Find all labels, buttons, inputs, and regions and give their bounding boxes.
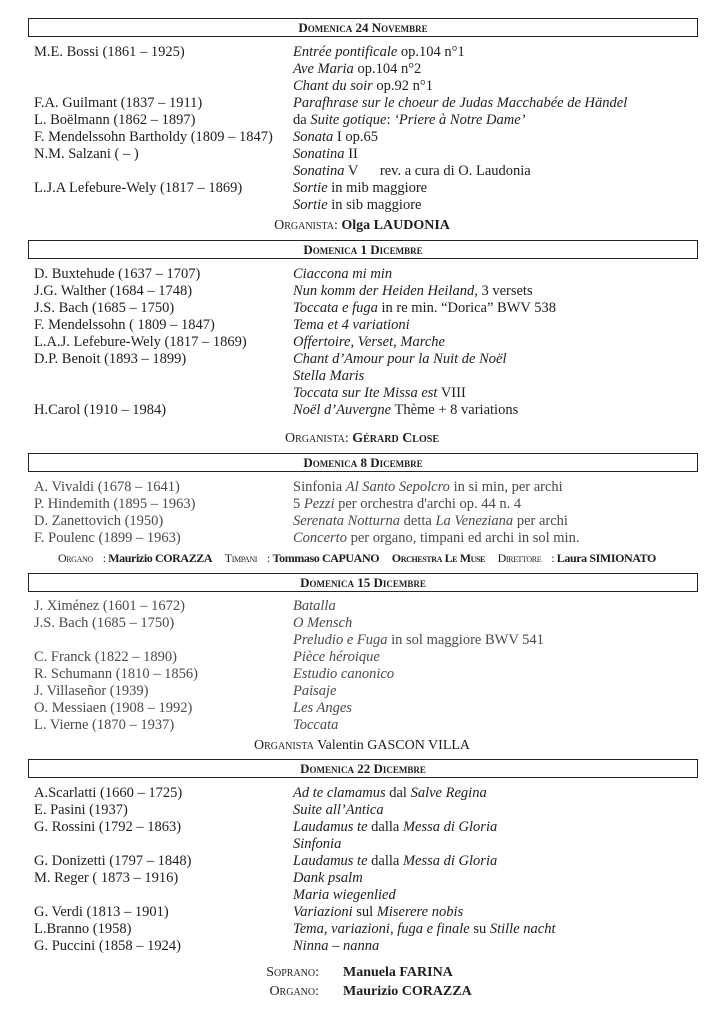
work-segment: , 3 versets — [474, 283, 533, 299]
program-row — [0, 112, 724, 129]
program-list — [0, 266, 724, 419]
work-segment: in sol maggiore BWV 541 — [387, 632, 544, 648]
composer: D. Zanettovich (1950) — [34, 513, 164, 529]
work-segment: in si min, per archi — [449, 479, 563, 495]
work-segment: VIII — [437, 385, 466, 401]
program-row — [0, 163, 724, 180]
work-title — [293, 938, 379, 955]
work-segment: Messa di Gloria — [402, 853, 498, 869]
work-segment: Tema, variazioni, fuga e finale — [293, 921, 470, 937]
program-row — [0, 921, 724, 938]
work-title — [293, 129, 378, 146]
work-segment: Stille nacht — [489, 921, 556, 937]
composer: F. Mendelssohn Bartholdy (1809 – 1847) — [34, 129, 273, 145]
work-title — [293, 300, 556, 317]
composer: G. Donizetti (1797 – 1848) — [34, 853, 192, 869]
composer: N.M. Salzani ( – ) — [34, 146, 139, 162]
work-segment: op.104 n°2 — [353, 61, 422, 77]
work-segment: La Veneziana — [435, 513, 514, 529]
composer: L. Boëlmann (1862 – 1897) — [34, 112, 196, 128]
performer-credit — [0, 737, 724, 754]
work-title — [293, 496, 521, 513]
work-title — [293, 513, 568, 530]
composer: O. Messiaen (1908 – 1992) — [34, 700, 193, 716]
work-segment: Nun komm der Heiden Heiland — [293, 283, 475, 299]
work-segment: per archi — [513, 513, 568, 529]
composer: P. Hindemith (1895 – 1963) — [34, 496, 196, 512]
composer: E. Pasini (1937) — [34, 802, 128, 818]
program-list — [0, 479, 724, 547]
credit-name: Olga LAUDONIA — [341, 218, 450, 233]
section-header: Domenica 8 Dicembre — [28, 453, 698, 472]
work-title — [293, 717, 338, 734]
section-header: Domenica 22 Dicembre — [28, 759, 698, 778]
program-row — [0, 368, 724, 385]
work-segment: Laudamus te — [293, 819, 368, 835]
composer: C. Franck (1822 – 1890) — [34, 649, 177, 665]
program-row — [0, 197, 724, 214]
work-segment: Ninna – nanna — [293, 938, 380, 954]
soloist-name: Manuela FARINA — [343, 965, 453, 980]
work-title — [293, 598, 336, 615]
work-segment: Pezzi — [303, 496, 335, 512]
program-row — [0, 904, 724, 921]
program-row — [0, 938, 724, 955]
program-row — [0, 700, 724, 717]
program-row — [0, 870, 724, 887]
program-list — [0, 785, 724, 955]
work-segment: Paisaje — [293, 683, 337, 699]
program-row — [0, 402, 724, 419]
work-title — [293, 870, 363, 887]
work-title — [293, 112, 526, 129]
program-row — [0, 351, 724, 368]
composer: F. Poulenc (1899 – 1963) — [34, 530, 181, 546]
work-segment: Miserere nobis — [376, 904, 464, 920]
composer: J. Ximénez (1601 – 1672) — [34, 598, 186, 614]
credit-orchestra: Orchestra Le Muse — [391, 551, 485, 565]
section-header: Domenica 15 Dicembre — [28, 573, 698, 592]
composer: J. Villaseñor (1939) — [34, 683, 149, 699]
work-title — [293, 266, 392, 283]
composer: F. Mendelssohn ( 1809 – 1847) — [34, 317, 215, 333]
composer: J.G. Walther (1684 – 1748) — [34, 283, 193, 299]
work-segment: in sib maggiore — [327, 197, 422, 213]
program-row — [0, 95, 724, 112]
composer: M.E. Bossi (1861 – 1925) — [34, 44, 185, 60]
section-header: Domenica 24 Novembre — [28, 18, 698, 37]
work-segment: Ave Maria — [293, 61, 354, 77]
work-title — [293, 351, 506, 368]
program-row — [0, 530, 724, 547]
program-row — [0, 632, 724, 649]
program-row — [0, 283, 724, 300]
work-segment: Toccata — [293, 717, 339, 733]
composer: H.Carol (1910 – 1984) — [34, 402, 167, 418]
work-segment: ‘Priere à Notre Dame’ — [394, 112, 526, 128]
work-segment: I op.65 — [333, 129, 378, 145]
program-row — [0, 317, 724, 334]
work-title — [293, 78, 433, 95]
soloist-name: Maurizio CORAZZA — [343, 984, 472, 999]
work-segment: Offertoire, Verset, Marche — [293, 334, 445, 350]
work-title — [293, 146, 358, 163]
program-row — [0, 649, 724, 666]
credit-direttore: Direttore : Laura SIMIONATO — [497, 551, 656, 565]
work-segment: per organo, timpani ed archi in sol min. — [346, 530, 580, 546]
program-row — [0, 496, 724, 513]
program-row — [0, 615, 724, 632]
work-segment: su — [469, 921, 490, 937]
composer: J.S. Bach (1685 – 1750) — [34, 300, 175, 316]
work-title — [293, 317, 410, 334]
composer: R. Schumann (1810 – 1856) — [34, 666, 198, 682]
work-title — [293, 615, 352, 632]
program-row — [0, 598, 724, 615]
work-title — [293, 402, 518, 419]
program-row — [0, 513, 724, 530]
work-segment: Pièce héroique — [293, 649, 380, 665]
work-segment: detta — [400, 513, 436, 529]
work-segment: Stella Maris — [293, 368, 365, 384]
soloist-role: Soprano: — [266, 965, 319, 980]
credit-timpani: Timpani : Tommaso CAPUANO — [224, 551, 380, 565]
composer: D. Buxtehude (1637 – 1707) — [34, 266, 201, 282]
work-segment: Les Anges — [293, 700, 352, 716]
composer: D.P. Benoit (1893 – 1899) — [34, 351, 187, 367]
work-title — [293, 180, 427, 197]
composer: M. Reger ( 1873 – 1916) — [34, 870, 179, 886]
work-segment: Sortie — [293, 180, 328, 196]
work-segment: Toccata sur Ite Missa est — [293, 385, 438, 401]
work-segment: Laudamus te — [293, 853, 368, 869]
composer: J.S. Bach (1685 – 1750) — [34, 615, 175, 631]
work-title — [293, 904, 463, 921]
program-row — [0, 180, 724, 197]
program-row — [0, 146, 724, 163]
work-title — [293, 921, 555, 938]
work-title — [293, 334, 445, 351]
ensemble-credits — [0, 550, 724, 567]
program-row — [0, 802, 724, 819]
program-row — [0, 78, 724, 95]
work-title — [293, 95, 627, 112]
program-row — [0, 819, 724, 836]
work-segment: Batalla — [293, 598, 336, 614]
work-segment: Thème + 8 variations — [391, 402, 519, 418]
credit-role: Organista — [274, 218, 334, 233]
credit-role: Organista — [284, 431, 345, 446]
work-title — [293, 283, 533, 300]
work-title — [293, 853, 497, 870]
work-segment: dalla — [367, 819, 403, 835]
work-segment: Serenata Notturna — [293, 513, 401, 529]
work-segment: Messa di Gloria — [402, 819, 498, 835]
work-segment: 5 — [293, 496, 304, 512]
work-segment: Ad te clamamus — [293, 785, 386, 801]
credit-role: Organista — [253, 738, 314, 753]
program-row — [0, 836, 724, 853]
work-segment: Chant du soir — [293, 78, 373, 94]
work-title — [293, 836, 341, 853]
program-row — [0, 334, 724, 351]
work-segment: Sinfonia — [293, 836, 342, 852]
work-title — [293, 61, 421, 78]
work-title — [293, 163, 531, 180]
work-segment: Estudio canonico — [293, 666, 395, 682]
program-row — [0, 385, 724, 402]
work-title — [293, 632, 544, 649]
work-segment: Parafhrase sur le choeur de Judas Macchabée de Händel — [293, 95, 628, 111]
program-list — [0, 44, 724, 214]
work-segment: Sonatina — [293, 163, 345, 179]
work-title — [293, 197, 421, 214]
work-title — [293, 683, 337, 700]
composer: L.A.J. Lefebure-Wely (1817 – 1869) — [34, 334, 247, 350]
work-segment: Sonatina — [293, 146, 345, 162]
work-segment: in re min. “Dorica” BWV 538 — [377, 300, 556, 316]
work-segment: V rev. a cura di O. Laudonia — [344, 163, 531, 179]
performer-credit — [0, 217, 724, 234]
composer: A.Scarlatti (1660 – 1725) — [34, 785, 183, 801]
program-row — [0, 300, 724, 317]
program-row — [0, 853, 724, 870]
program-row — [0, 266, 724, 283]
work-title — [293, 819, 497, 836]
credit-sep: : — [344, 431, 353, 446]
credit-name: Valentin GASCON VILLA — [317, 738, 471, 753]
work-segment: Al Santo Sepolcro — [345, 479, 450, 495]
work-segment: Noël d’Auvergne — [293, 402, 392, 418]
composer: L.J.A Lefebure-Wely (1817 – 1869) — [34, 180, 243, 196]
work-segment: da — [293, 112, 311, 128]
work-segment: op.104 n°1 — [397, 44, 465, 60]
work-title — [293, 666, 394, 683]
program-row — [0, 683, 724, 700]
composer: G. Puccini (1858 – 1924) — [34, 938, 181, 954]
work-segment: Suite all’Antica — [293, 802, 384, 818]
work-segment: Maria wiegenlied — [293, 887, 396, 903]
work-title — [293, 802, 384, 819]
work-title — [293, 44, 465, 61]
work-title — [293, 479, 563, 496]
work-segment: in mib maggiore — [327, 180, 428, 196]
work-segment: : — [386, 112, 395, 128]
work-title — [293, 700, 352, 717]
composer: A. Vivaldi (1678 – 1641) — [34, 479, 180, 495]
work-title — [293, 785, 487, 802]
work-segment: Sonata — [293, 129, 334, 145]
credit-sep: : — [333, 218, 342, 233]
work-segment: Suite gotique — [310, 112, 387, 128]
credit-name: Gérard Close — [352, 431, 439, 446]
work-segment: per orchestra d'archi op. 44 n. 4 — [334, 496, 522, 512]
work-segment: Preludio e Fuga — [293, 632, 388, 648]
program-row — [0, 785, 724, 802]
program-row — [0, 61, 724, 78]
work-title — [293, 385, 466, 402]
work-title — [293, 649, 380, 666]
composer: G. Verdi (1813 – 1901) — [34, 904, 169, 920]
work-segment: dalla — [367, 853, 403, 869]
work-segment: Ciaccona mi min — [293, 266, 393, 282]
program-row — [0, 717, 724, 734]
work-segment: Entrée pontificale — [293, 44, 398, 60]
work-segment: Dank psalm — [293, 870, 363, 886]
work-segment: Chant d’Amour pour la Nuit de Noël — [293, 351, 507, 367]
work-segment: Sortie — [293, 197, 328, 213]
work-segment: Salve Regina — [410, 785, 487, 801]
work-segment: op.92 n°1 — [372, 78, 433, 94]
work-title — [293, 887, 396, 904]
soloist-role: Organo: — [269, 984, 319, 999]
work-segment: Tema et 4 variationi — [293, 317, 410, 333]
composer: F.A. Guilmant (1837 – 1911) — [34, 95, 203, 111]
work-segment: Toccata e fuga — [293, 300, 378, 316]
work-segment: II — [344, 146, 358, 162]
program-list — [0, 598, 724, 734]
performer-credit — [0, 430, 724, 447]
work-segment: Sinfonia — [293, 479, 346, 495]
credit-organo: Organo : Maurizio CORAZZA — [57, 551, 213, 565]
composer: L.Branno (1958) — [34, 921, 132, 937]
section-header: Domenica 1 Dicembre — [28, 240, 698, 259]
work-segment: Concerto — [293, 530, 347, 546]
program-row — [0, 887, 724, 904]
program-row — [0, 479, 724, 496]
work-title — [293, 368, 364, 385]
program-row — [0, 44, 724, 61]
composer: L. Vierne (1870 – 1937) — [34, 717, 175, 733]
program-row — [0, 666, 724, 683]
work-segment: sul — [352, 904, 377, 920]
work-segment: dal — [385, 785, 411, 801]
work-segment: O Mensch — [293, 615, 353, 631]
work-segment: Variazioni — [293, 904, 353, 920]
program-row — [0, 129, 724, 146]
composer: G. Rossini (1792 – 1863) — [34, 819, 182, 835]
work-title — [293, 530, 579, 547]
